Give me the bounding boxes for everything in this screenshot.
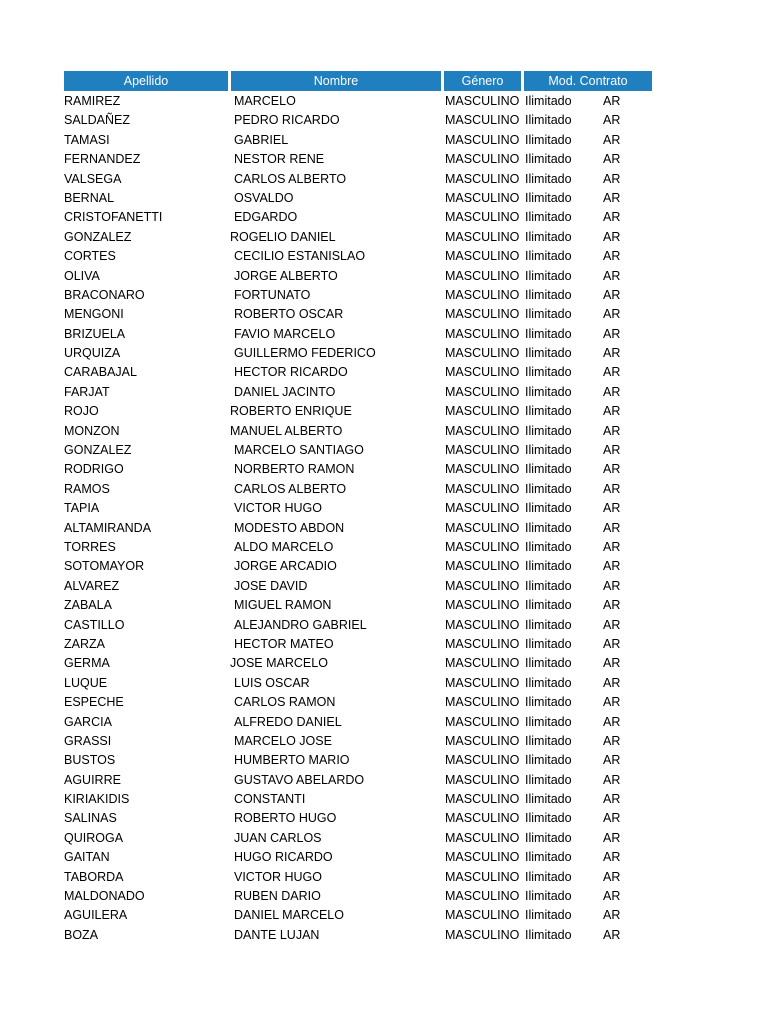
cell-apellido: URQUIZA	[64, 346, 121, 361]
cell-nombre: VICTOR HUGO	[234, 869, 322, 884]
cell-pais: AR	[603, 927, 621, 942]
table-row	[0, 441, 768, 460]
cell-genero: MASCULINO	[445, 811, 520, 826]
cell-apellido: ALVAREZ	[64, 578, 120, 593]
table-row	[0, 616, 768, 635]
cell-mod-contrato: Ilimitado	[525, 152, 572, 167]
cell-genero: MASCULINO	[445, 326, 520, 341]
table-row	[0, 577, 768, 596]
cell-genero: MASCULINO	[445, 384, 520, 399]
cell-apellido: BOZA	[64, 927, 99, 942]
cell-nombre: MARCELO	[234, 94, 296, 108]
cell-apellido: OLIVA	[64, 268, 100, 283]
cell-mod-contrato: Ilimitado	[525, 307, 572, 322]
cell-pais: AR	[603, 171, 621, 186]
cell-mod-contrato: Ilimitado	[525, 171, 572, 186]
cell-apellido: MENGONI	[64, 307, 124, 322]
cell-mod-contrato: Ilimitado	[525, 811, 572, 826]
cell-mod-contrato: Ilimitado	[525, 753, 572, 768]
cell-genero: MASCULINO	[445, 539, 520, 554]
cell-pais: AR	[603, 326, 621, 341]
cell-apellido: SALDAÑEZ	[64, 113, 130, 128]
table-row	[0, 267, 768, 286]
cell-pais: AR	[603, 113, 621, 128]
cell-pais: AR	[603, 811, 621, 826]
cell-mod-contrato: Ilimitado	[525, 365, 572, 380]
cell-pais: AR	[603, 501, 621, 516]
cell-pais: AR	[603, 792, 621, 807]
table-row	[0, 538, 768, 557]
cell-mod-contrato: Ilimitado	[525, 520, 572, 535]
table-row	[0, 693, 768, 712]
cell-apellido: SOTOMAYOR	[64, 559, 145, 574]
cell-nombre: CARLOS RAMON	[234, 695, 336, 710]
table-row	[0, 596, 768, 615]
cell-pais: AR	[603, 210, 621, 225]
cell-nombre: CARLOS ALBERTO	[234, 481, 347, 496]
cell-genero: MASCULINO	[445, 481, 520, 496]
table-row	[0, 111, 768, 130]
cell-nombre: GUILLERMO FEDERICO	[234, 346, 376, 361]
cell-pais: AR	[603, 481, 621, 496]
cell-apellido: GONZALEZ	[64, 443, 132, 458]
cell-nombre: DANIEL JACINTO	[234, 384, 336, 399]
cell-nombre: JOSE DAVID	[234, 578, 308, 593]
cell-apellido: KIRIAKIDIS	[64, 792, 130, 807]
cell-mod-contrato: Ilimitado	[525, 423, 572, 438]
cell-nombre: GUSTAVO ABELARDO	[234, 772, 365, 787]
table-row	[0, 286, 768, 305]
cell-nombre: ALDO MARCELO	[234, 539, 334, 554]
cell-nombre: EDGARDO	[234, 210, 298, 225]
cell-nombre: MARCELO JOSE	[234, 733, 332, 748]
cell-apellido: BRACONARO	[64, 287, 145, 302]
cell-apellido: AGUILERA	[64, 908, 128, 923]
table-row	[0, 499, 768, 518]
cell-genero: MASCULINO	[445, 249, 520, 264]
table-row	[0, 131, 768, 150]
cell-nombre: ALEJANDRO GABRIEL	[234, 617, 367, 632]
table-row	[0, 325, 768, 344]
cell-apellido: FARJAT	[64, 384, 110, 399]
cell-apellido: GARCIA	[64, 714, 112, 729]
table-row	[0, 247, 768, 266]
column-header-genero: Género	[444, 71, 521, 91]
cell-apellido: TAPIA	[64, 501, 100, 516]
cell-apellido: CASTILLO	[64, 617, 125, 632]
cell-genero: MASCULINO	[445, 908, 520, 923]
cell-mod-contrato: Ilimitado	[525, 249, 572, 264]
cell-mod-contrato: Ilimitado	[525, 908, 572, 923]
cell-mod-contrato: Ilimitado	[525, 229, 572, 244]
cell-pais: AR	[603, 268, 621, 283]
cell-mod-contrato: Ilimitado	[525, 889, 572, 904]
cell-pais: AR	[603, 423, 621, 438]
cell-nombre: HECTOR MATEO	[234, 636, 334, 651]
cell-genero: MASCULINO	[445, 559, 520, 574]
cell-nombre: JORGE ALBERTO	[234, 268, 338, 283]
cell-genero: MASCULINO	[445, 443, 520, 458]
cell-mod-contrato: Ilimitado	[525, 617, 572, 632]
table-row	[0, 460, 768, 479]
cell-pais: AR	[603, 462, 621, 477]
cell-nombre: MODESTO ABDON	[234, 520, 345, 535]
cell-pais: AR	[603, 384, 621, 399]
cell-nombre: DANTE LUJAN	[234, 927, 320, 942]
cell-nombre: NORBERTO RAMON	[234, 462, 355, 477]
cell-mod-contrato: Ilimitado	[525, 462, 572, 477]
cell-pais: AR	[603, 598, 621, 613]
cell-nombre: CARLOS ALBERTO	[234, 171, 347, 186]
table-row	[0, 809, 768, 828]
cell-genero: MASCULINO	[445, 733, 520, 748]
cell-mod-contrato: Ilimitado	[525, 404, 572, 419]
cell-apellido: AGUIRRE	[64, 772, 121, 787]
cell-genero: MASCULINO	[445, 520, 520, 535]
table-row	[0, 926, 768, 945]
cell-nombre: ROBERTO ENRIQUE	[230, 404, 352, 419]
cell-pais: AR	[603, 539, 621, 554]
cell-genero: MASCULINO	[445, 365, 520, 380]
cell-mod-contrato: Ilimitado	[525, 268, 572, 283]
cell-nombre: HUMBERTO MARIO	[234, 753, 350, 768]
cell-genero: MASCULINO	[445, 617, 520, 632]
cell-pais: AR	[603, 656, 621, 671]
cell-genero: MASCULINO	[445, 889, 520, 904]
cell-pais: AR	[603, 869, 621, 884]
cell-mod-contrato: Ilimitado	[525, 830, 572, 845]
cell-mod-contrato: Ilimitado	[525, 346, 572, 361]
cell-nombre: JOSE MARCELO	[230, 656, 328, 671]
cell-genero: MASCULINO	[445, 268, 520, 283]
table-row	[0, 887, 768, 906]
cell-pais: AR	[603, 190, 621, 205]
cell-genero: MASCULINO	[445, 695, 520, 710]
cell-apellido: RAMOS	[64, 481, 110, 496]
cell-pais: AR	[603, 346, 621, 361]
cell-pais: AR	[603, 695, 621, 710]
table-row	[0, 208, 768, 227]
column-header-apellido: Apellido	[64, 71, 228, 91]
cell-nombre: MIGUEL RAMON	[234, 598, 332, 613]
cell-mod-contrato: Ilimitado	[525, 501, 572, 516]
cell-apellido: RAMIREZ	[64, 94, 121, 108]
cell-genero: MASCULINO	[445, 94, 520, 108]
cell-pais: AR	[603, 908, 621, 923]
cell-apellido: TABORDA	[64, 869, 124, 884]
cell-pais: AR	[603, 850, 621, 865]
cell-genero: MASCULINO	[445, 927, 520, 942]
cell-nombre: RUBEN DARIO	[234, 889, 321, 904]
table-row	[0, 402, 768, 421]
cell-mod-contrato: Ilimitado	[525, 443, 572, 458]
cell-pais: AR	[603, 229, 621, 244]
cell-nombre: GABRIEL	[234, 132, 289, 147]
cell-pais: AR	[603, 365, 621, 380]
cell-pais: AR	[603, 132, 621, 147]
cell-mod-contrato: Ilimitado	[525, 772, 572, 787]
table-row	[0, 305, 768, 324]
cell-mod-contrato: Ilimitado	[525, 656, 572, 671]
cell-pais: AR	[603, 520, 621, 535]
table-row	[0, 519, 768, 538]
cell-apellido: GONZALEZ	[64, 229, 132, 244]
cell-nombre: HECTOR RICARDO	[234, 365, 348, 380]
cell-genero: MASCULINO	[445, 287, 520, 302]
cell-pais: AR	[603, 287, 621, 302]
table-row	[0, 480, 768, 499]
table-row	[0, 363, 768, 382]
cell-apellido: TORRES	[64, 539, 116, 554]
cell-nombre: PEDRO RICARDO	[234, 113, 340, 128]
cell-genero: MASCULINO	[445, 656, 520, 671]
table-row	[0, 344, 768, 363]
cell-mod-contrato: Ilimitado	[525, 384, 572, 399]
table-row	[0, 751, 768, 770]
cell-apellido: FERNANDEZ	[64, 152, 141, 167]
cell-genero: MASCULINO	[445, 869, 520, 884]
cell-apellido: RODRIGO	[64, 462, 124, 477]
cell-apellido: GERMA	[64, 656, 110, 671]
cell-nombre: FORTUNATO	[234, 287, 311, 302]
cell-genero: MASCULINO	[445, 132, 520, 147]
cell-apellido: CRISTOFANETTI	[64, 210, 163, 225]
cell-genero: MASCULINO	[445, 578, 520, 593]
cell-pais: AR	[603, 772, 621, 787]
cell-apellido: BRIZUELA	[64, 326, 126, 341]
cell-apellido: BUSTOS	[64, 753, 116, 768]
cell-apellido: ZABALA	[64, 598, 112, 613]
cell-nombre: NESTOR RENE	[234, 152, 325, 167]
table-row	[0, 732, 768, 751]
cell-mod-contrato: Ilimitado	[525, 869, 572, 884]
cell-pais: AR	[603, 830, 621, 845]
table-body	[0, 92, 768, 945]
cell-pais: AR	[603, 578, 621, 593]
cell-mod-contrato: Ilimitado	[525, 850, 572, 865]
table-row	[0, 557, 768, 576]
cell-apellido: ALTAMIRANDA	[64, 520, 152, 535]
cell-nombre: ROGELIO DANIEL	[230, 229, 336, 244]
table-row	[0, 170, 768, 189]
cell-pais: AR	[603, 152, 621, 167]
cell-apellido: QUIROGA	[64, 830, 124, 845]
column-header-mod-contrato: Mod. Contrato	[524, 71, 652, 91]
cell-mod-contrato: Ilimitado	[525, 132, 572, 147]
cell-nombre: ROBERTO OSCAR	[234, 307, 344, 322]
cell-apellido: MALDONADO	[64, 889, 145, 904]
cell-pais: AR	[603, 675, 621, 690]
cell-genero: MASCULINO	[445, 792, 520, 807]
cell-apellido: CARABAJAL	[64, 365, 137, 380]
cell-genero: MASCULINO	[445, 190, 520, 205]
cell-mod-contrato: Ilimitado	[525, 113, 572, 128]
cell-mod-contrato: Ilimitado	[525, 578, 572, 593]
cell-genero: MASCULINO	[445, 462, 520, 477]
table-row	[0, 150, 768, 169]
cell-nombre: DANIEL MARCELO	[234, 908, 344, 923]
cell-pais: AR	[603, 94, 621, 108]
cell-apellido: LUQUE	[64, 675, 108, 690]
cell-mod-contrato: Ilimitado	[525, 210, 572, 225]
cell-apellido: VALSEGA	[64, 171, 122, 186]
table-row	[0, 868, 768, 887]
cell-genero: MASCULINO	[445, 753, 520, 768]
cell-apellido: GAITAN	[64, 850, 110, 865]
cell-apellido: ROJO	[64, 404, 99, 419]
cell-genero: MASCULINO	[445, 423, 520, 438]
cell-mod-contrato: Ilimitado	[525, 733, 572, 748]
cell-pais: AR	[603, 617, 621, 632]
cell-apellido: MONZON	[64, 423, 120, 438]
cell-nombre: JORGE ARCADIO	[234, 559, 337, 574]
cell-genero: MASCULINO	[445, 152, 520, 167]
cell-nombre: MANUEL ALBERTO	[230, 423, 343, 438]
cell-genero: MASCULINO	[445, 307, 520, 322]
cell-pais: AR	[603, 714, 621, 729]
cell-genero: MASCULINO	[445, 346, 520, 361]
cell-nombre: VICTOR HUGO	[234, 501, 322, 516]
cell-apellido: SALINAS	[64, 811, 117, 826]
cell-pais: AR	[603, 559, 621, 574]
cell-pais: AR	[603, 733, 621, 748]
cell-apellido: ZARZA	[64, 636, 105, 651]
cell-genero: MASCULINO	[445, 772, 520, 787]
table-row	[0, 829, 768, 848]
cell-mod-contrato: Ilimitado	[525, 636, 572, 651]
cell-genero: MASCULINO	[445, 501, 520, 516]
table-row	[0, 635, 768, 654]
cell-nombre: MARCELO SANTIAGO	[234, 443, 364, 458]
cell-apellido: CORTES	[64, 249, 116, 264]
table-row	[0, 790, 768, 809]
cell-pais: AR	[603, 249, 621, 264]
cell-pais: AR	[603, 307, 621, 322]
cell-mod-contrato: Ilimitado	[525, 695, 572, 710]
cell-nombre: ALFREDO DANIEL	[234, 714, 342, 729]
cell-pais: AR	[603, 753, 621, 768]
cell-nombre: FAVIO MARCELO	[234, 326, 336, 341]
table-row	[0, 422, 768, 441]
cell-nombre: CONSTANTI	[234, 792, 306, 807]
cell-mod-contrato: Ilimitado	[525, 675, 572, 690]
cell-genero: MASCULINO	[445, 210, 520, 225]
cell-genero: MASCULINO	[445, 675, 520, 690]
cell-mod-contrato: Ilimitado	[525, 326, 572, 341]
table-row	[0, 654, 768, 673]
cell-mod-contrato: Ilimitado	[525, 714, 572, 729]
cell-apellido: GRASSI	[64, 733, 112, 748]
table-row	[0, 906, 768, 925]
cell-nombre: JUAN CARLOS	[234, 830, 322, 845]
cell-mod-contrato: Ilimitado	[525, 94, 572, 108]
cell-nombre: HUGO RICARDO	[234, 850, 333, 865]
cell-mod-contrato: Ilimitado	[525, 559, 572, 574]
cell-pais: AR	[603, 889, 621, 904]
cell-genero: MASCULINO	[445, 404, 520, 419]
cell-mod-contrato: Ilimitado	[525, 481, 572, 496]
table-row	[0, 383, 768, 402]
cell-apellido: ESPECHE	[64, 695, 124, 710]
cell-apellido: BERNAL	[64, 190, 115, 205]
cell-mod-contrato: Ilimitado	[525, 792, 572, 807]
table-row	[0, 713, 768, 732]
table-row	[0, 771, 768, 790]
cell-mod-contrato: Ilimitado	[525, 539, 572, 554]
cell-genero: MASCULINO	[445, 830, 520, 845]
cell-genero: MASCULINO	[445, 636, 520, 651]
table-row	[0, 228, 768, 247]
cell-apellido: TAMASI	[64, 132, 110, 147]
table-row	[0, 674, 768, 693]
cell-pais: AR	[603, 443, 621, 458]
cell-nombre: CECILIO ESTANISLAO	[234, 249, 366, 264]
cell-genero: MASCULINO	[445, 598, 520, 613]
cell-genero: MASCULINO	[445, 171, 520, 186]
cell-nombre: ROBERTO HUGO	[234, 811, 337, 826]
cell-pais: AR	[603, 636, 621, 651]
cell-nombre: LUIS OSCAR	[234, 675, 310, 690]
cell-mod-contrato: Ilimitado	[525, 190, 572, 205]
cell-mod-contrato: Ilimitado	[525, 927, 572, 942]
cell-mod-contrato: Ilimitado	[525, 287, 572, 302]
cell-genero: MASCULINO	[445, 113, 520, 128]
cell-genero: MASCULINO	[445, 714, 520, 729]
table-row	[0, 189, 768, 208]
cell-pais: AR	[603, 404, 621, 419]
cell-genero: MASCULINO	[445, 229, 520, 244]
table-row	[0, 92, 768, 111]
cell-genero: MASCULINO	[445, 850, 520, 865]
column-header-nombre: Nombre	[231, 71, 441, 91]
table-row	[0, 848, 768, 867]
cell-mod-contrato: Ilimitado	[525, 598, 572, 613]
cell-nombre: OSVALDO	[234, 190, 294, 205]
